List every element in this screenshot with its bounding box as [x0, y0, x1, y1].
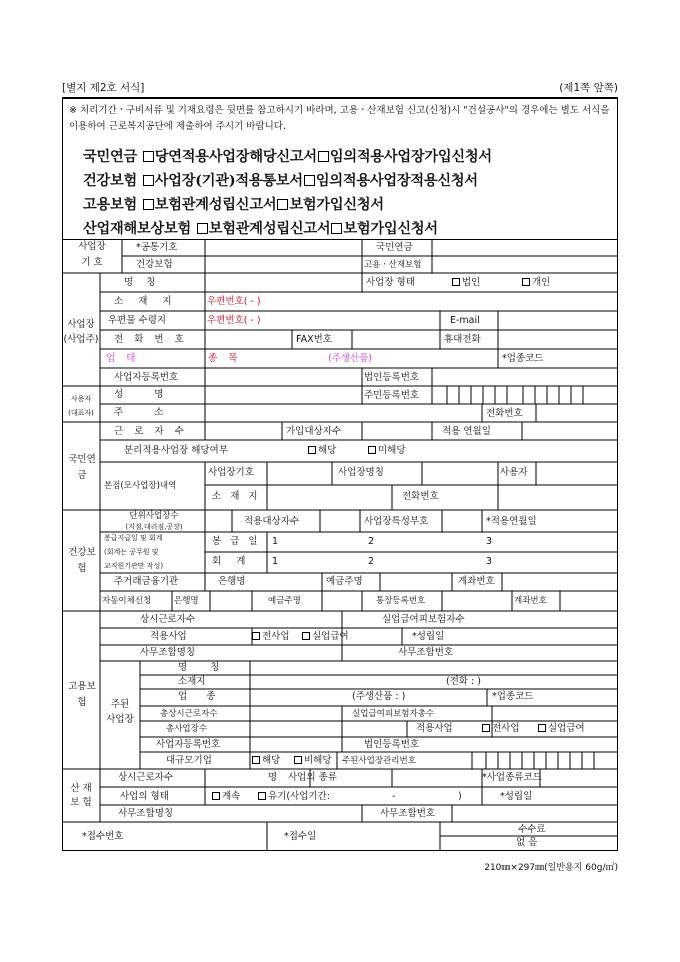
checkbox[interactable] — [212, 792, 220, 800]
checkbox[interactable] — [258, 792, 266, 800]
business-section-sub: (사업주) — [63, 334, 99, 345]
main-mgmt-no-label: 주된사업장관리번호 — [342, 756, 416, 766]
option-label: 해당 — [318, 445, 337, 456]
employment-accident-label: 고용ㆍ산재보험 — [364, 260, 422, 270]
checkbox[interactable] — [452, 278, 460, 286]
account-label-2: 계좌번호 — [514, 596, 547, 606]
option-label: 유기(사업기간: — [268, 791, 330, 802]
brn-label: 사업자등록번호 — [114, 372, 179, 383]
branch-no-option[interactable] — [368, 445, 406, 457]
checkbox[interactable] — [538, 724, 546, 732]
checkbox[interactable] — [252, 756, 260, 764]
option-label: 실업급여 — [312, 631, 349, 642]
checkbox[interactable] — [331, 223, 342, 234]
business-item-label: 종 목 — [208, 353, 242, 364]
rep-section-label: 사용자 — [70, 395, 92, 403]
reg-label-2: 기 호 — [81, 257, 103, 268]
rep-section-sub: (대표자) — [68, 409, 94, 417]
business-form-label: 사업의 형태 — [120, 791, 169, 802]
unemployment-insured-label: 실업급여피보험자수 — [382, 614, 465, 625]
passbook-label: 통장등록번호 — [376, 596, 426, 606]
title-row-health — [83, 170, 478, 190]
holder-label: 예금주명 — [326, 576, 363, 587]
large-no-option[interactable] — [294, 755, 332, 767]
bank-name-label-2: 은행명 — [174, 596, 199, 606]
insurance-name: 국민연금 — [83, 149, 138, 165]
form-number: [별지 제2호 서식] — [62, 82, 145, 94]
health-apply-date-label: *적용연월일 — [486, 516, 537, 527]
holder-label-2: 예금주명 — [268, 596, 301, 606]
pay-day-1: 1 — [272, 536, 279, 547]
title-option: 보험가입신청서 — [343, 221, 438, 237]
checkbox[interactable] — [197, 223, 208, 234]
est-date-label: *성립일 — [412, 631, 445, 642]
workers-unit: 명 — [268, 772, 278, 783]
subscribers-label: 가입대상자수 — [286, 426, 342, 437]
insurance-name: 고용보험 — [83, 197, 138, 213]
option-label: 전사업 — [492, 723, 520, 734]
branch-label: 분리적용사업장 해당여부 — [124, 445, 228, 456]
scope-unemp-option[interactable] — [302, 631, 349, 643]
title-option: 보험관계성립신고서 — [154, 197, 277, 213]
hq-address-label: 소 재 지 — [212, 491, 261, 502]
form-continuous-option[interactable] — [212, 791, 240, 803]
acct-3: 3 — [486, 556, 493, 567]
corp-option[interactable] — [452, 277, 480, 289]
national-pension-label: 국민연금 — [376, 242, 413, 253]
zip-code-field-2[interactable]: 우편번호( - ) — [207, 315, 261, 326]
option-label: 비해당 — [304, 755, 332, 766]
name-label: 명 칭 — [124, 277, 161, 288]
business-kind-label: 사업의 종류 — [288, 772, 337, 783]
payday-label-3: 교직원기관만 작성) — [104, 562, 164, 570]
fax-label: FAX번호 — [296, 334, 332, 345]
union-no-label: 사무조합번호 — [398, 647, 454, 658]
title-option: 임의적용사업장가입신청서 — [329, 149, 492, 165]
pay-day-2: 2 — [368, 536, 375, 547]
large-yes-option[interactable] — [252, 755, 280, 767]
checkbox[interactable] — [304, 175, 315, 186]
checkbox[interactable] — [277, 199, 288, 210]
union-name-label: 사무조합명칭 — [140, 647, 196, 658]
form-grid-lines — [62, 239, 618, 851]
title-option: 보험관계성립신고서 — [208, 221, 331, 237]
form-temporary-option[interactable] — [258, 791, 330, 803]
email-label: E-mail — [450, 315, 480, 326]
receipt-no-label: *접수번호 — [82, 831, 124, 842]
rep-address-label: 주 소 — [114, 407, 178, 418]
main-scope-unemp-option[interactable] — [538, 723, 585, 735]
employment-section-label: 고용보험 — [68, 681, 96, 708]
workers-label: 근 로 자 수 — [114, 426, 188, 437]
units-sub-label: (지점,대리점,공장) — [125, 523, 183, 531]
health-insurance-label: 건강보험 — [136, 259, 173, 270]
rep-phone-label: 전화번호 — [486, 408, 523, 419]
period-close: ) — [458, 791, 462, 802]
accident-section-label: 산 재 — [70, 783, 92, 794]
hq-phone-label: 전화번호 — [402, 491, 439, 502]
insurance-name: 산업재해보상보험 — [83, 221, 192, 237]
checkbox[interactable] — [318, 151, 329, 162]
title-row-accident — [83, 218, 438, 238]
title-option: 사업장(기관)적용통보서 — [154, 173, 303, 189]
apply-date-label: 적용 연월일 — [442, 426, 491, 437]
checkbox[interactable] — [252, 632, 260, 640]
checkbox[interactable] — [143, 175, 154, 186]
user-label: 사용자 — [500, 467, 528, 478]
title-option: 임의적용사업장적용신청서 — [315, 173, 478, 189]
main-type-label: 업 종 — [178, 691, 224, 702]
receipt-date-label: *접수일 — [284, 831, 317, 842]
option-label: 해당 — [262, 755, 281, 766]
branch-yes-option[interactable] — [308, 445, 336, 457]
pension-section-label: 국민연금 — [68, 454, 96, 481]
account-label: 계좌번호 — [458, 576, 495, 587]
main-bank-label: 주거래금융기관 — [114, 576, 179, 587]
auto-transfer-label: 자동이체신청 — [102, 596, 152, 606]
large-company-label: 대규모기업 — [166, 755, 212, 766]
paper-size-note: 210㎜×297㎜(일반용지 60g/㎡) — [484, 863, 618, 873]
checkbox[interactable] — [143, 199, 154, 210]
bank-name-label: 은행명 — [218, 576, 246, 587]
option-label: 미해당 — [378, 445, 406, 456]
scope-all-option[interactable] — [252, 631, 290, 643]
main-workplace-label: 주된 — [110, 699, 130, 710]
option-label: 법인 — [462, 277, 481, 288]
hq-label: 본점(모사업장)내역 — [104, 481, 177, 491]
checkbox[interactable] — [143, 151, 154, 162]
title-row-pension — [83, 146, 492, 166]
regular-workers-label: 상시근로자수 — [140, 614, 196, 625]
title-option: 당연적용사업장해당신고서 — [154, 149, 317, 165]
main-product-label-2: (주생산품 : ) — [352, 691, 406, 702]
business-type-label: 업 태 — [106, 353, 140, 364]
option-label: 개인 — [532, 277, 551, 288]
reg-label: 사업장 — [78, 241, 106, 252]
accident-workers-label: 상시근로자수 — [118, 772, 174, 783]
mail-address-label: 우편물 수령지 — [108, 315, 167, 326]
business-section-label: 사업장 — [67, 319, 95, 330]
main-industry-code-label: *업종코드 — [492, 691, 534, 702]
acct-1: 1 — [272, 556, 279, 567]
accident-union-name-label: 사무조합명칭 — [118, 808, 174, 819]
scope-label: 적용사업 — [150, 631, 187, 642]
main-scope-all-option[interactable] — [482, 723, 520, 735]
checkbox[interactable] — [302, 632, 310, 640]
total-units-label: 총사업장수 — [166, 724, 208, 734]
form-title-block — [62, 142, 618, 239]
account-period-label: 회 계 — [212, 556, 252, 567]
insurance-name: 건강보험 — [83, 173, 138, 189]
address-label: 소 재 지 — [114, 296, 178, 307]
business-kind-code-label: *사업종류코드 — [482, 772, 542, 783]
checkbox[interactable] — [308, 446, 316, 454]
rep-name-label: 성 명 — [114, 389, 178, 400]
checkbox[interactable] — [522, 278, 530, 286]
total-workers-label: 총상시근로자수 — [160, 709, 218, 719]
phone-label: 전 화 번 호 — [114, 334, 188, 345]
main-name-label: 명 칭 — [178, 662, 230, 673]
mobile-label: 휴대전화 — [444, 334, 481, 345]
main-brn-label: 사업자등록번호 — [156, 739, 221, 750]
crn-label: 법인등록번호 — [364, 372, 420, 383]
units-label: 단위사업장수 — [129, 511, 179, 521]
title-row-employment — [83, 194, 384, 214]
total-unemp-label: 실업급여피보험자총수 — [352, 709, 435, 719]
checkbox[interactable] — [368, 446, 376, 454]
targets-label: 적용대상자수 — [244, 516, 300, 527]
checkbox[interactable] — [294, 756, 302, 764]
main-tel-label: (전화 : ) — [446, 676, 482, 687]
instructions-notice: ※ 처리기간ㆍ구비서류 및 기재요령은 뒷면를 참고하시기 바라며, 고용ㆍ산재보험 신고(신청)시 "건설공사"의 경우에는 별도 서식을 이용하여 근로복지공단에 제출하여 주시기 바랍니다. — [62, 97, 618, 142]
option-label: 전사업 — [262, 631, 290, 642]
zip-code-field[interactable]: 우편번호( - ) — [207, 296, 261, 307]
accident-union-no-label: 사무조합번호 — [380, 808, 436, 819]
accident-est-date-label: *성립일 — [500, 791, 533, 802]
wp-name-label: 사업장명칭 — [338, 467, 384, 478]
pay-day-3: 3 — [486, 536, 493, 547]
option-label: 실업급여 — [548, 723, 585, 734]
pay-day-label: 봉 급 일 — [212, 536, 261, 547]
main-address-label: 소재지 — [178, 676, 206, 687]
checkbox[interactable] — [482, 724, 490, 732]
accident-section-label-2: 보 험 — [70, 797, 92, 808]
industry-code-label: *업종코드 — [502, 353, 544, 364]
title-option: 보험가입신청서 — [289, 197, 384, 213]
main-crn-label: 법인등록번호 — [364, 739, 420, 750]
payday-label-1: 봉급지급일 및 회계 — [104, 534, 163, 542]
rrn-label: 주민등록번호 — [364, 390, 420, 401]
wp-code-label: 사업장기호 — [208, 467, 254, 478]
main-product-label: (주생산품) — [328, 353, 373, 364]
health-section-label: 건강보험 — [68, 547, 96, 574]
fee-value: 없 음 — [516, 837, 538, 848]
main-workplace-label-2: 사업장 — [106, 714, 134, 725]
period-dash: - — [392, 791, 396, 802]
acct-2: 2 — [368, 556, 375, 567]
main-scope-label: 적용사업 — [416, 723, 453, 734]
special-code-label: 사업장특성부호 — [364, 516, 429, 527]
option-label: 계속 — [222, 791, 241, 802]
type-label: 사업장 형태 — [366, 277, 415, 288]
payday-label-2: (회계는 공무원 및 — [104, 548, 159, 556]
page-indicator: (제1쪽 앞쪽) — [559, 82, 618, 94]
fee-label: 수수료 — [518, 824, 546, 835]
application-form-table — [62, 239, 618, 851]
indiv-option[interactable] — [522, 277, 550, 289]
common-code-label: *공통기호 — [136, 242, 178, 253]
